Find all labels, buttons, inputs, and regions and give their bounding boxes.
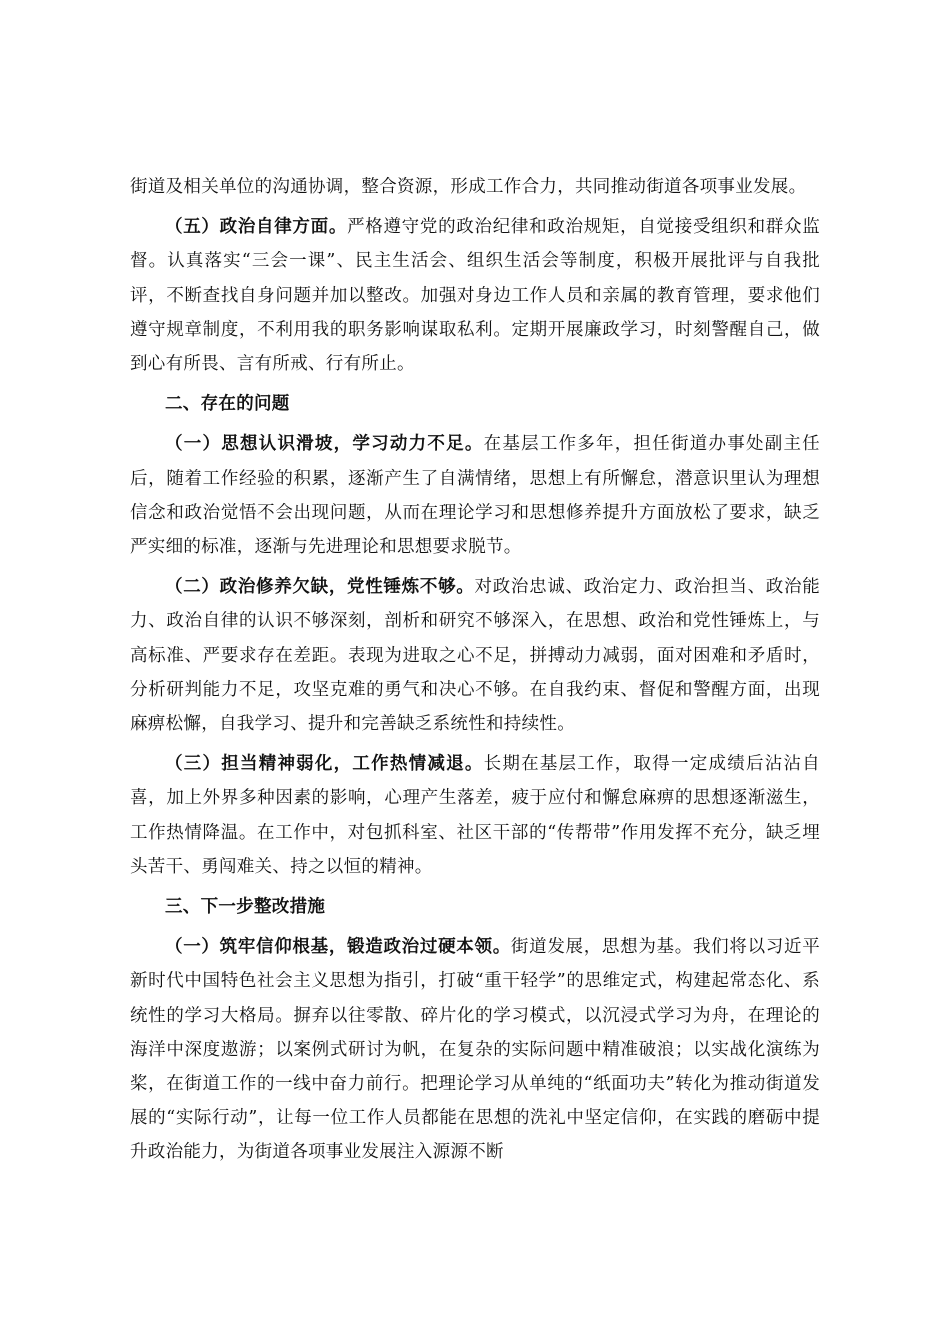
paragraph-body: 街道发展，思想为基。我们将以习近平新时代中国特色社会主义思想为指引，打破“重干轻学”的思维定式，构建起常态化、系统性的学习大格局。摒弃以往零散、碎片化的学习模式，以沉浸式学习为舟，在理论的海洋中深度遨游；以案例式研讨为帆，在复杂的实际问题中精准破浪；以实战化演练为桨，在街道工作的一线中奋力前行。把理论学习从单纯的“纸面功夫”转化为推动街道发展的“实际行动”，让每一位工作人员都能在思想的洗礼中坚定信仰，在实践的磨砺中提升政治能力，为街道各项事业发展注入源源不断 [130,937,820,1163]
paragraph-lead: （三）担当精神弱化，工作热情减退。 [165,754,484,775]
paragraph-body: 对政治忠诚、政治定力、政治担当、政治能力、政治自律的认识不够深刻，剖析和研究不够深入，在思想、政治和党性锤炼上，与高标准、严要求存在差距。表现为进取之心不足，拼搏动力减弱，面对困难和矛盾时，分析研判能力不足，攻坚克难的勇气和决心不够。在自我约束、督促和警醒方面，出现麻痹松懈，自我学习、提升和完善缺乏系统性和持续性。 [130,577,820,735]
continuation-text: 街道及相关单位的沟通协调，整合资源，形成工作合力，共同推动街道各项事业发展。 [130,177,807,197]
document-page [130,170,820,1176]
continuation-paragraph [130,170,820,204]
paragraph-body: 严格遵守党的政治纪律和政治规矩，自觉接受组织和群众监督。认真落实“三会一课”、民主生活会、组织生活会等制度，积极开展批评与自我批评，不断查找自身问题并加以整改。加强对身边工作人员和亲属的教育管理，要求他们遵守规章制度，不利用我的职务影响谋取私利。定期开展廉政学习，时刻警醒自己，做到心有所畏、言有所戒、行有所止。 [130,217,820,375]
paragraph-lead: （一）思想认识滑坡，学习动力不足。 [165,434,484,455]
paragraph-problem-3 [130,747,820,884]
paragraph-political-self-discipline [130,210,820,381]
paragraph-problem-1 [130,427,820,564]
paragraph-problem-2 [130,570,820,741]
paragraph-measure-1 [130,930,820,1169]
section-heading-rectification: 三、下一步整改措施 [165,897,326,918]
section-heading-problems: 二、存在的问题 [165,394,290,415]
paragraph-lead: （五）政治自律方面。 [165,217,348,238]
paragraph-body: 长期在基层工作，取得一定成绩后沾沾自喜，加上外界多种因素的影响，心理产生落差，疲于应付和懈怠麻痹的思想逐渐滋生，工作热情降温。在工作中，对包抓科室、社区干部的“传帮带”作用发挥不充分，缺乏埋头苦干、勇闯难关、持之以恒的精神。 [130,754,820,877]
paragraph-body: 在基层工作多年，担任街道办事处副主任后，随着工作经验的积累，逐渐产生了自满情绪，思想上有所懈怠，潜意识里认为理想信念和政治觉悟不会出现问题，从而在理论学习和思想修养提升方面放松了要求，缺乏严实细的标准，逐渐与先进理论和思想要求脱节。 [130,434,820,558]
paragraph-lead: （二）政治修养欠缺，党性锤炼不够。 [165,577,475,598]
paragraph-lead: （一）筑牢信仰根基，锻造政治过硬本领。 [165,937,511,958]
